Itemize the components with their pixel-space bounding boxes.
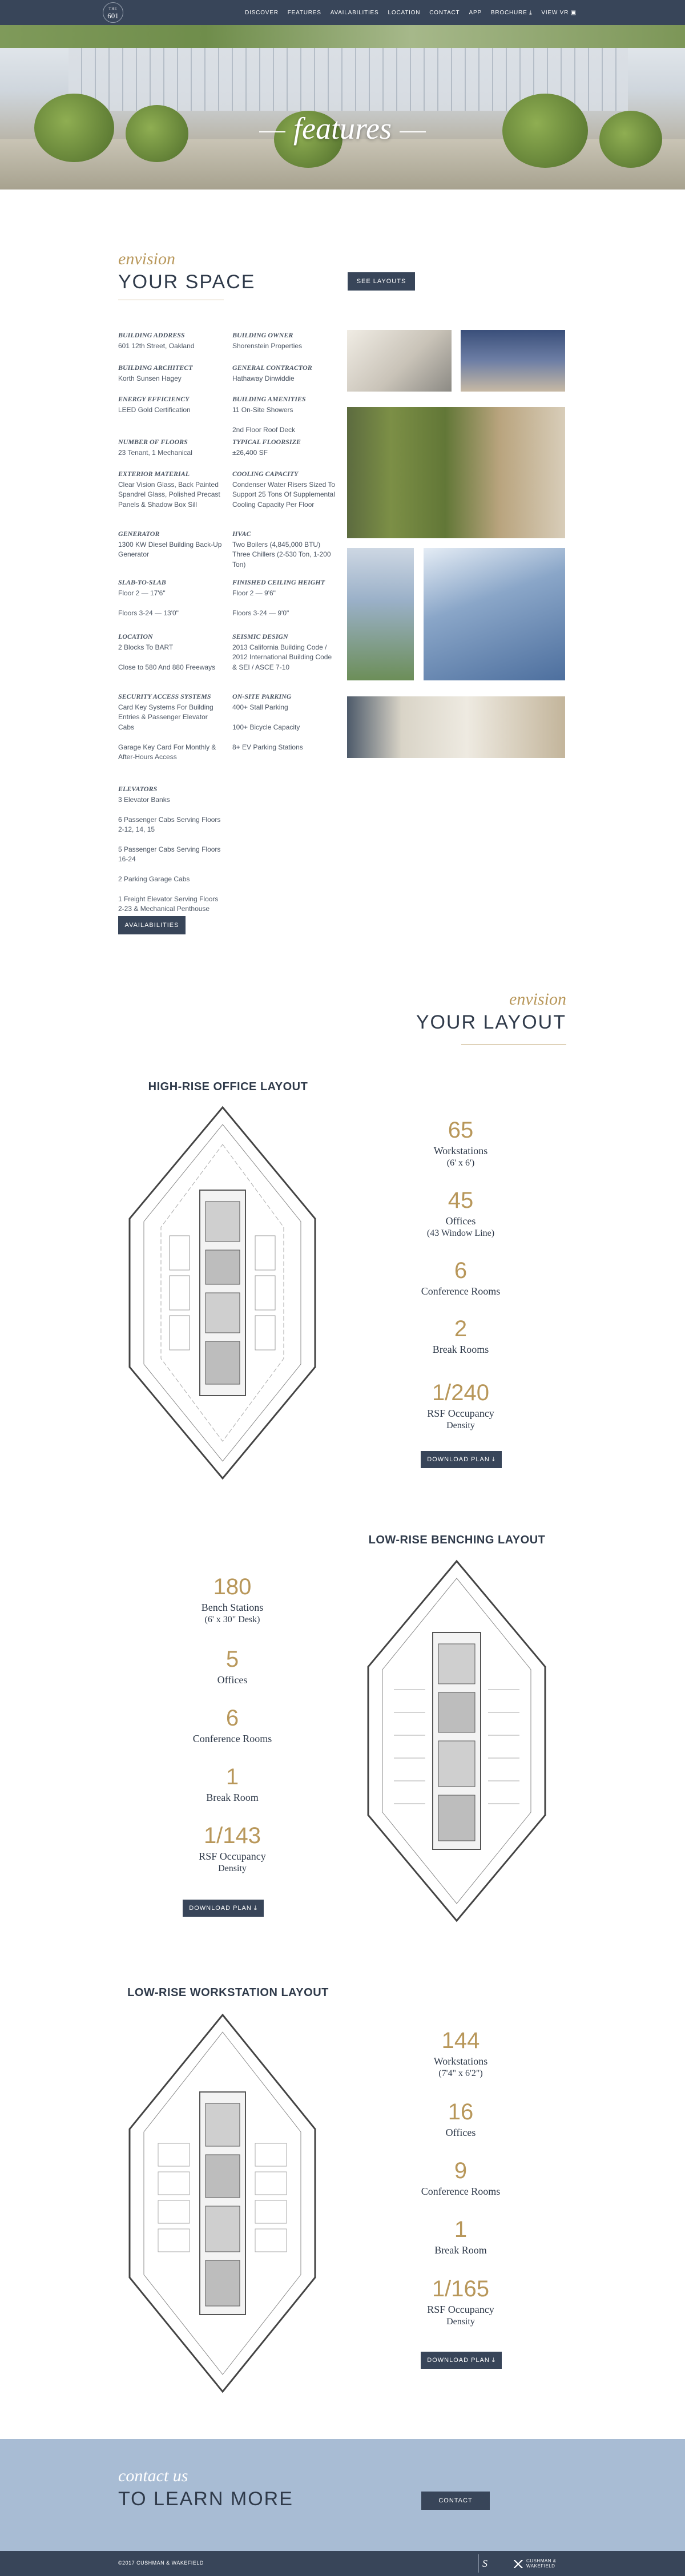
top-nav (0, 0, 685, 25)
nav-availabilities[interactable]: AVAILABILITIES (330, 10, 379, 16)
spec-label: EXTERIOR MATERIAL (118, 470, 190, 478)
spec-value: Korth Sunsen Hagey (118, 374, 182, 382)
layout-kicker: envision (509, 990, 566, 1009)
stat-offices (170, 1648, 295, 1687)
low-rise-benching-floorplan[interactable] (365, 1558, 548, 1924)
spec-value: Hathaway Dinwiddie (232, 374, 295, 382)
see-layouts-button[interactable]: SEE LAYOUTS (348, 272, 415, 291)
stat-number: 6 (225, 1706, 239, 1731)
footer-monogram[interactable] (478, 2554, 490, 2573)
spec-building-amenities (232, 395, 338, 435)
spec-label: COOLING CAPACITY (232, 470, 299, 478)
stat-label: Workstations (433, 2055, 488, 2067)
spec-label: GENERAL CONTRACTOR (232, 364, 312, 372)
spec-label: SEISMIC DESIGN (232, 632, 288, 640)
download-plan-button[interactable]: DOWNLOAD PLAN ⤓ (421, 2352, 502, 2369)
spec-value: LEED Gold Certification (118, 406, 191, 414)
cushman-wakefield-logo[interactable] (514, 2559, 557, 2569)
download-plan-button[interactable]: DOWNLOAD PLAN ⤓ (183, 1900, 264, 1917)
spec-security-access (118, 692, 224, 762)
spec-finished-ceiling (232, 578, 338, 618)
nav-contact[interactable]: CONTACT (429, 10, 460, 16)
spec-label: ENERGY EFFICIENCY (118, 395, 190, 403)
stat-workstations (398, 2029, 523, 2079)
spec-hvac (232, 530, 338, 570)
stat-break-room (170, 1765, 295, 1804)
spec-value: 2 Blocks To BART Close to 580 And 880 Freeways (118, 643, 216, 671)
footer-monogram-letter: S (482, 2558, 487, 2569)
spec-energy-efficiency (118, 395, 224, 415)
availabilities-button[interactable]: AVAILABILITIES (118, 916, 186, 934)
stat-conference-rooms (398, 1259, 523, 1298)
nav-features[interactable]: FEATURES (287, 10, 321, 16)
stat-label: Bench Stations (201, 1602, 264, 1613)
spec-value: Floor 2 — 17'6" Floors 3-24 — 13'0" (118, 589, 179, 617)
spec-label: BUILDING OWNER (232, 331, 293, 339)
spec-label: ON-SITE PARKING (232, 692, 292, 700)
spec-value: Card Key Systems For Building Entries & Passenger Elevator Cabs Garage Key Card For Monthly & After-Hours Access (118, 703, 216, 761)
spec-value: Two Boilers (4,845,000 BTU) Three Chillers (2-530 Ton, 1-200 Ton) (232, 541, 331, 569)
stat-sublabel: Density (218, 1863, 247, 1873)
stat-label: Workstations (433, 1145, 488, 1156)
stat-number: 144 (441, 2028, 480, 2053)
stat-label: RSF Occupancy (427, 2304, 494, 2315)
stat-number: 16 (448, 2099, 474, 2125)
contact-kicker: contact us (118, 2466, 188, 2485)
stat-label: Break Room (206, 1792, 259, 1803)
envision-kicker: envision (118, 249, 175, 268)
skyline-photo[interactable] (461, 330, 565, 392)
hero-roof-garden (0, 25, 685, 48)
spec-generator (118, 530, 224, 560)
spec-label: GENERATOR (118, 530, 160, 538)
spec-label: BUILDING ADDRESS (118, 331, 185, 339)
stat-sublabel: Density (446, 2316, 475, 2327)
stat-number: 6 (454, 1258, 468, 1283)
stat-sublabel: (6' x 6') (446, 1158, 475, 1168)
spec-slab-to-slab (118, 578, 224, 618)
spec-value: 400+ Stall Parking 100+ Bicycle Capacity 8+ EV Parking Stations (232, 703, 303, 751)
spec-label: HVAC (232, 530, 251, 538)
stat-sublabel: (7'4" x 6'2") (438, 2068, 483, 2078)
stat-number: 45 (448, 1188, 474, 1213)
spec-label: ELEVATORS (118, 785, 158, 793)
spec-value: 601 12th Street, Oakland (118, 342, 195, 350)
spec-label: NUMBER OF FLOORS (118, 438, 188, 446)
spec-label: SLAB-TO-SLAB (118, 578, 166, 586)
spec-value: 2013 California Building Code / 2012 International Building Code & SEI / ASCE 7-10 (232, 643, 332, 671)
stat-offices (398, 1189, 523, 1239)
stat-conference-rooms (170, 1707, 295, 1745)
spec-label: FINISHED CEILING HEIGHT (232, 578, 325, 586)
brand-text (526, 2559, 557, 2569)
roof-deck-photo[interactable] (347, 548, 414, 680)
nav-app[interactable]: APP (469, 10, 482, 16)
stat-number: 65 (448, 1118, 474, 1143)
spec-value: Clear Vision Glass, Back Painted Spandrel Glass, Polished Precast Panels & Shadow Box Sill (118, 481, 220, 509)
your-layout-title: YOUR LAYOUT (416, 1011, 566, 1033)
spec-building-architect (118, 364, 224, 384)
stat-number: 2 (454, 1316, 468, 1341)
hero-title: features (0, 111, 685, 146)
stat-label: Offices (445, 2127, 476, 2138)
stat-sublabel: Density (446, 1420, 475, 1430)
stat-break-rooms (398, 1317, 523, 1356)
low-rise-benching-title: LOW-RISE BENCHING LAYOUT (368, 1534, 546, 1546)
nav-view-vr[interactable]: VIEW VR ▣ (541, 10, 577, 16)
spec-value: 11 On-Site Showers 2nd Floor Roof Deck (232, 406, 296, 434)
footer (0, 2551, 685, 2576)
spec-location (118, 632, 224, 672)
stat-offices (398, 2101, 523, 2139)
spec-exterior-material (118, 470, 224, 510)
nav-menu (245, 10, 577, 16)
logo-small-text: THE (108, 7, 118, 11)
low-rise-workstation-title: LOW-RISE WORKSTATION LAYOUT (127, 1986, 329, 1999)
spec-elevators (118, 785, 224, 914)
stat-bench-stations (170, 1575, 295, 1625)
hero-banner (0, 25, 685, 190)
spec-value: 23 Tenant, 1 Mechanical (118, 449, 192, 457)
spec-on-site-parking (232, 692, 338, 752)
stat-number: 5 (225, 1647, 239, 1672)
stat-label: Conference Rooms (192, 1733, 272, 1744)
spec-cooling-capacity (232, 470, 338, 510)
stat-sublabel: (43 Window Line) (426, 1228, 495, 1238)
brand-line-2: WAKEFIELD (526, 2563, 555, 2569)
green-wall-lobby-photo[interactable] (347, 407, 565, 538)
spec-building-address (118, 331, 224, 351)
stat-occupancy-density (170, 1824, 295, 1874)
stat-label: Offices (445, 1215, 476, 1227)
brand-glyph-icon (514, 2560, 523, 2568)
your-space-title: YOUR SPACE (118, 271, 256, 293)
stat-label: Conference Rooms (421, 1285, 501, 1297)
spec-general-contractor (232, 364, 338, 384)
copyright: ©2017 CUSHMAN & WAKEFIELD (118, 2560, 204, 2566)
spec-building-owner (232, 331, 338, 351)
section-divider (461, 1044, 566, 1045)
stat-break-room (398, 2218, 523, 2257)
spec-label: BUILDING AMENITIES (232, 395, 306, 403)
stat-label: RSF Occupancy (199, 1851, 266, 1862)
stat-number: 1/143 (203, 1823, 261, 1848)
stat-conference-rooms (398, 2159, 523, 2198)
stat-label: RSF Occupancy (427, 1408, 494, 1419)
contact-title: TO LEARN MORE (118, 2488, 293, 2510)
stat-number: 180 (213, 1574, 252, 1599)
logo-number: 601 (107, 11, 119, 20)
spec-value: Condenser Water Risers Sized To Support 25 Tons Of Supplemental Cooling Capacity Per Floor (232, 481, 336, 509)
spec-label: SECURITY ACCESS SYSTEMS (118, 692, 211, 700)
low-rise-workstation-floorplan[interactable] (127, 2012, 318, 2394)
stat-number: 9 (454, 2158, 468, 2183)
high-rise-office-floorplan[interactable] (127, 1104, 318, 1481)
high-rise-office-title: HIGH-RISE OFFICE LAYOUT (148, 1081, 308, 1093)
contact-button[interactable]: CONTACT (421, 2492, 490, 2510)
spec-number-of-floors (118, 438, 224, 458)
stat-label: Break Room (434, 2244, 487, 2256)
stat-label: Offices (217, 1674, 248, 1686)
lobby-photo[interactable] (347, 330, 452, 392)
contact-section (0, 2439, 685, 2551)
brand-line-1: CUSHMAN & (526, 2558, 557, 2563)
stat-workstations (398, 1119, 523, 1168)
stat-number: 1 (454, 2217, 468, 2242)
spec-value: 3 Elevator Banks 6 Passenger Cabs Serving Floors 2-12, 14, 15 5 Passenger Cabs Serving Floors 16-24 2 Parking Garage Cabs 1 Freight Elevator Serving Floors 2-23 & Mechanical Penthouse (118, 796, 221, 913)
stat-label: Break Rooms (432, 1344, 489, 1355)
stat-label: Conference Rooms (421, 2186, 501, 2197)
stat-number: 1 (225, 1764, 239, 1789)
spec-seismic-design (232, 632, 338, 672)
stat-occupancy-density (398, 2277, 523, 2327)
stat-number: 1/240 (432, 1380, 490, 1405)
spec-value: ±26,400 SF (232, 449, 268, 457)
spec-typical-floorsize (232, 438, 338, 458)
glass-tower-photo[interactable] (424, 548, 565, 680)
stat-number: 1/165 (432, 2276, 490, 2301)
nav-discover[interactable]: DISCOVER (245, 10, 279, 16)
stat-sublabel: (6' x 30" Desk) (204, 1614, 260, 1624)
office-interior-photo[interactable] (347, 696, 565, 758)
spec-value: Shorenstein Properties (232, 342, 303, 350)
nav-location[interactable]: LOCATION (388, 10, 421, 16)
site-logo[interactable] (103, 2, 123, 23)
spec-label: LOCATION (118, 632, 153, 640)
stat-occupancy-density (398, 1381, 523, 1431)
download-plan-button[interactable]: DOWNLOAD PLAN ⤓ (421, 1451, 502, 1468)
spec-label: TYPICAL FLOORSIZE (232, 438, 301, 446)
spec-label: BUILDING ARCHITECT (118, 364, 193, 372)
spec-value: 1300 KW Diesel Building Back-Up Generator (118, 541, 222, 559)
spec-value: Floor 2 — 9'6" Floors 3-24 — 9'0" (232, 589, 289, 617)
nav-brochure[interactable]: BROCHURE ⤓ (490, 10, 533, 16)
